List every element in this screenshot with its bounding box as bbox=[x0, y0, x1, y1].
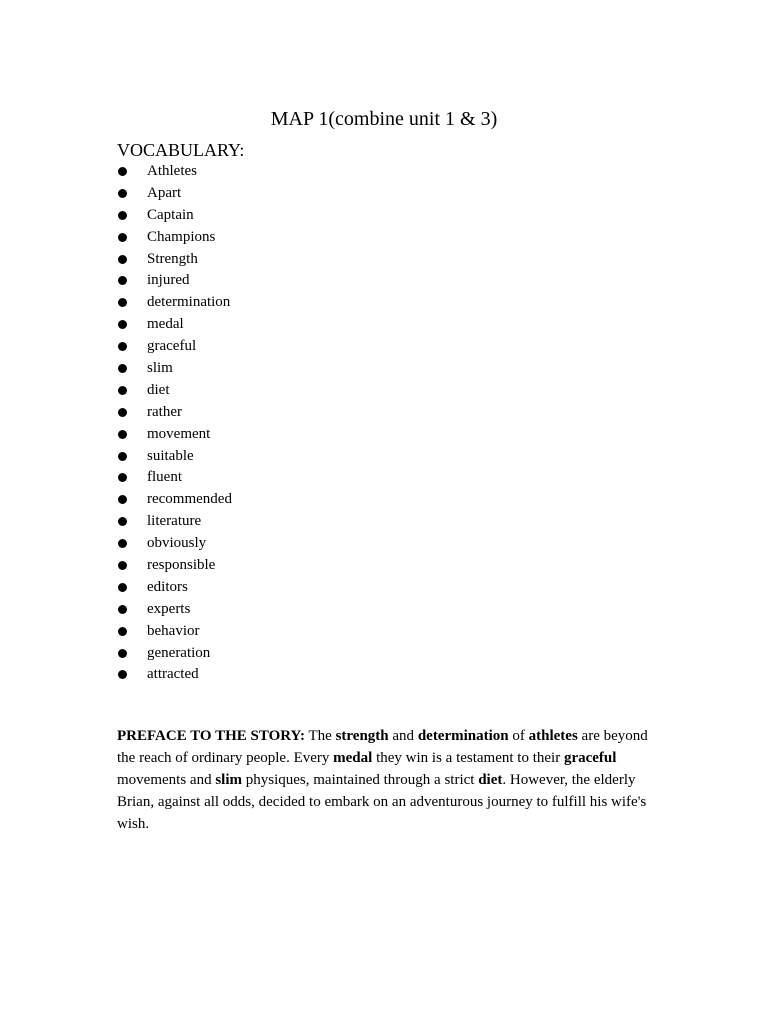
bullet-icon bbox=[118, 583, 127, 592]
preface-text: are beyond the reach of ordinary people. Every bbox=[117, 728, 648, 766]
preface-text: . However, the elderly Brian, against all odds, decided to embark on an adventurous journey to fulfill his wife's wish. bbox=[117, 772, 647, 832]
vocabulary-item bbox=[117, 227, 232, 249]
bullet-icon bbox=[118, 320, 127, 329]
vocabulary-word: Athletes bbox=[147, 163, 197, 179]
vocabulary-word: obviously bbox=[147, 535, 207, 552]
preface-keyword: strength bbox=[335, 728, 389, 744]
vocabulary-item bbox=[117, 621, 232, 643]
vocabulary-item bbox=[117, 380, 232, 402]
bullet-icon bbox=[118, 561, 127, 570]
vocabulary-item bbox=[117, 270, 232, 292]
vocabulary-word: rather bbox=[147, 403, 182, 420]
vocabulary-item bbox=[117, 511, 232, 533]
vocabulary-word: Apart bbox=[147, 184, 182, 201]
vocabulary-list bbox=[117, 161, 232, 686]
vocabulary-word: Captain bbox=[147, 206, 194, 223]
preface-keyword: slim bbox=[215, 772, 242, 788]
vocabulary-word: attracted bbox=[147, 666, 199, 683]
preface-keyword: determination bbox=[417, 728, 509, 744]
vocabulary-item bbox=[117, 205, 232, 227]
preface-keyword: diet bbox=[478, 772, 503, 788]
vocabulary-item bbox=[117, 533, 232, 555]
vocabulary-word: determination bbox=[147, 294, 231, 311]
vocabulary-item bbox=[117, 161, 232, 183]
preface-text: The bbox=[308, 728, 336, 744]
bullet-icon bbox=[118, 386, 127, 395]
bullet-icon bbox=[118, 189, 127, 198]
preface-text: physiques, maintained through a strict bbox=[242, 772, 479, 788]
document-title: MAP 1(combine unit 1 & 3) bbox=[270, 108, 498, 130]
vocabulary-item bbox=[117, 577, 232, 599]
vocabulary-item bbox=[117, 446, 232, 468]
bullet-icon bbox=[118, 649, 127, 658]
bullet-icon bbox=[118, 670, 127, 679]
vocabulary-word: editors bbox=[147, 578, 188, 595]
preface-keyword: athletes bbox=[528, 728, 578, 744]
vocabulary-word: movement bbox=[147, 425, 211, 442]
vocabulary-word: graceful bbox=[147, 338, 197, 355]
vocabulary-word: injured bbox=[147, 272, 190, 289]
preface-keyword: medal bbox=[333, 750, 373, 766]
bullet-icon bbox=[118, 298, 127, 307]
vocabulary-item bbox=[117, 489, 232, 511]
bullet-icon bbox=[118, 517, 127, 526]
vocabulary-item bbox=[117, 643, 232, 665]
bullet-icon bbox=[118, 430, 127, 439]
bullet-icon bbox=[118, 539, 127, 548]
vocabulary-item bbox=[117, 183, 232, 205]
bullet-icon bbox=[118, 495, 127, 504]
vocabulary-word: literature bbox=[147, 513, 202, 530]
vocabulary-item bbox=[117, 599, 232, 621]
vocabulary-word: behavior bbox=[147, 622, 200, 639]
vocabulary-word: fluent bbox=[147, 469, 182, 486]
bullet-icon bbox=[118, 364, 127, 373]
vocabulary-item bbox=[117, 314, 232, 336]
vocabulary-word: generation bbox=[147, 644, 211, 661]
vocabulary-heading: VOCABULARY: bbox=[117, 140, 245, 160]
vocabulary-word: Champions bbox=[147, 228, 216, 245]
vocabulary-item bbox=[117, 424, 232, 446]
vocabulary-item bbox=[117, 467, 232, 489]
bullet-icon bbox=[118, 473, 127, 482]
vocabulary-item bbox=[117, 402, 232, 424]
bullet-icon bbox=[118, 276, 127, 285]
preface-paragraph bbox=[117, 725, 657, 835]
vocabulary-item bbox=[117, 336, 232, 358]
vocabulary-item bbox=[117, 358, 232, 380]
vocabulary-word: experts bbox=[147, 600, 191, 617]
vocabulary-word: Strength bbox=[147, 250, 198, 267]
bullet-icon bbox=[118, 627, 127, 636]
vocabulary-word: responsible bbox=[147, 557, 216, 574]
vocabulary-word: slim bbox=[147, 360, 173, 377]
bullet-icon bbox=[118, 255, 127, 264]
vocabulary-item bbox=[117, 555, 232, 577]
preface-text: movements and bbox=[117, 772, 216, 788]
bullet-icon bbox=[118, 452, 127, 461]
bullet-icon bbox=[118, 211, 127, 220]
preface-heading: PREFACE TO THE STORY: bbox=[117, 728, 306, 744]
bullet-icon bbox=[118, 233, 127, 242]
preface-keyword: graceful bbox=[563, 750, 617, 766]
preface-text: they win is a testament to their bbox=[372, 750, 564, 766]
bullet-icon bbox=[118, 167, 127, 176]
vocabulary-word: recommended bbox=[147, 491, 232, 508]
vocabulary-item bbox=[117, 249, 232, 271]
preface-text: of bbox=[508, 728, 529, 744]
vocabulary-word: medal bbox=[147, 316, 184, 333]
vocabulary-word: suitable bbox=[147, 447, 194, 464]
vocabulary-word: diet bbox=[147, 381, 170, 398]
bullet-icon bbox=[118, 342, 127, 351]
preface-text: and bbox=[388, 728, 418, 744]
bullet-icon bbox=[118, 605, 127, 614]
vocabulary-item bbox=[117, 292, 232, 314]
bullet-icon bbox=[118, 408, 127, 417]
vocabulary-item bbox=[117, 664, 232, 686]
